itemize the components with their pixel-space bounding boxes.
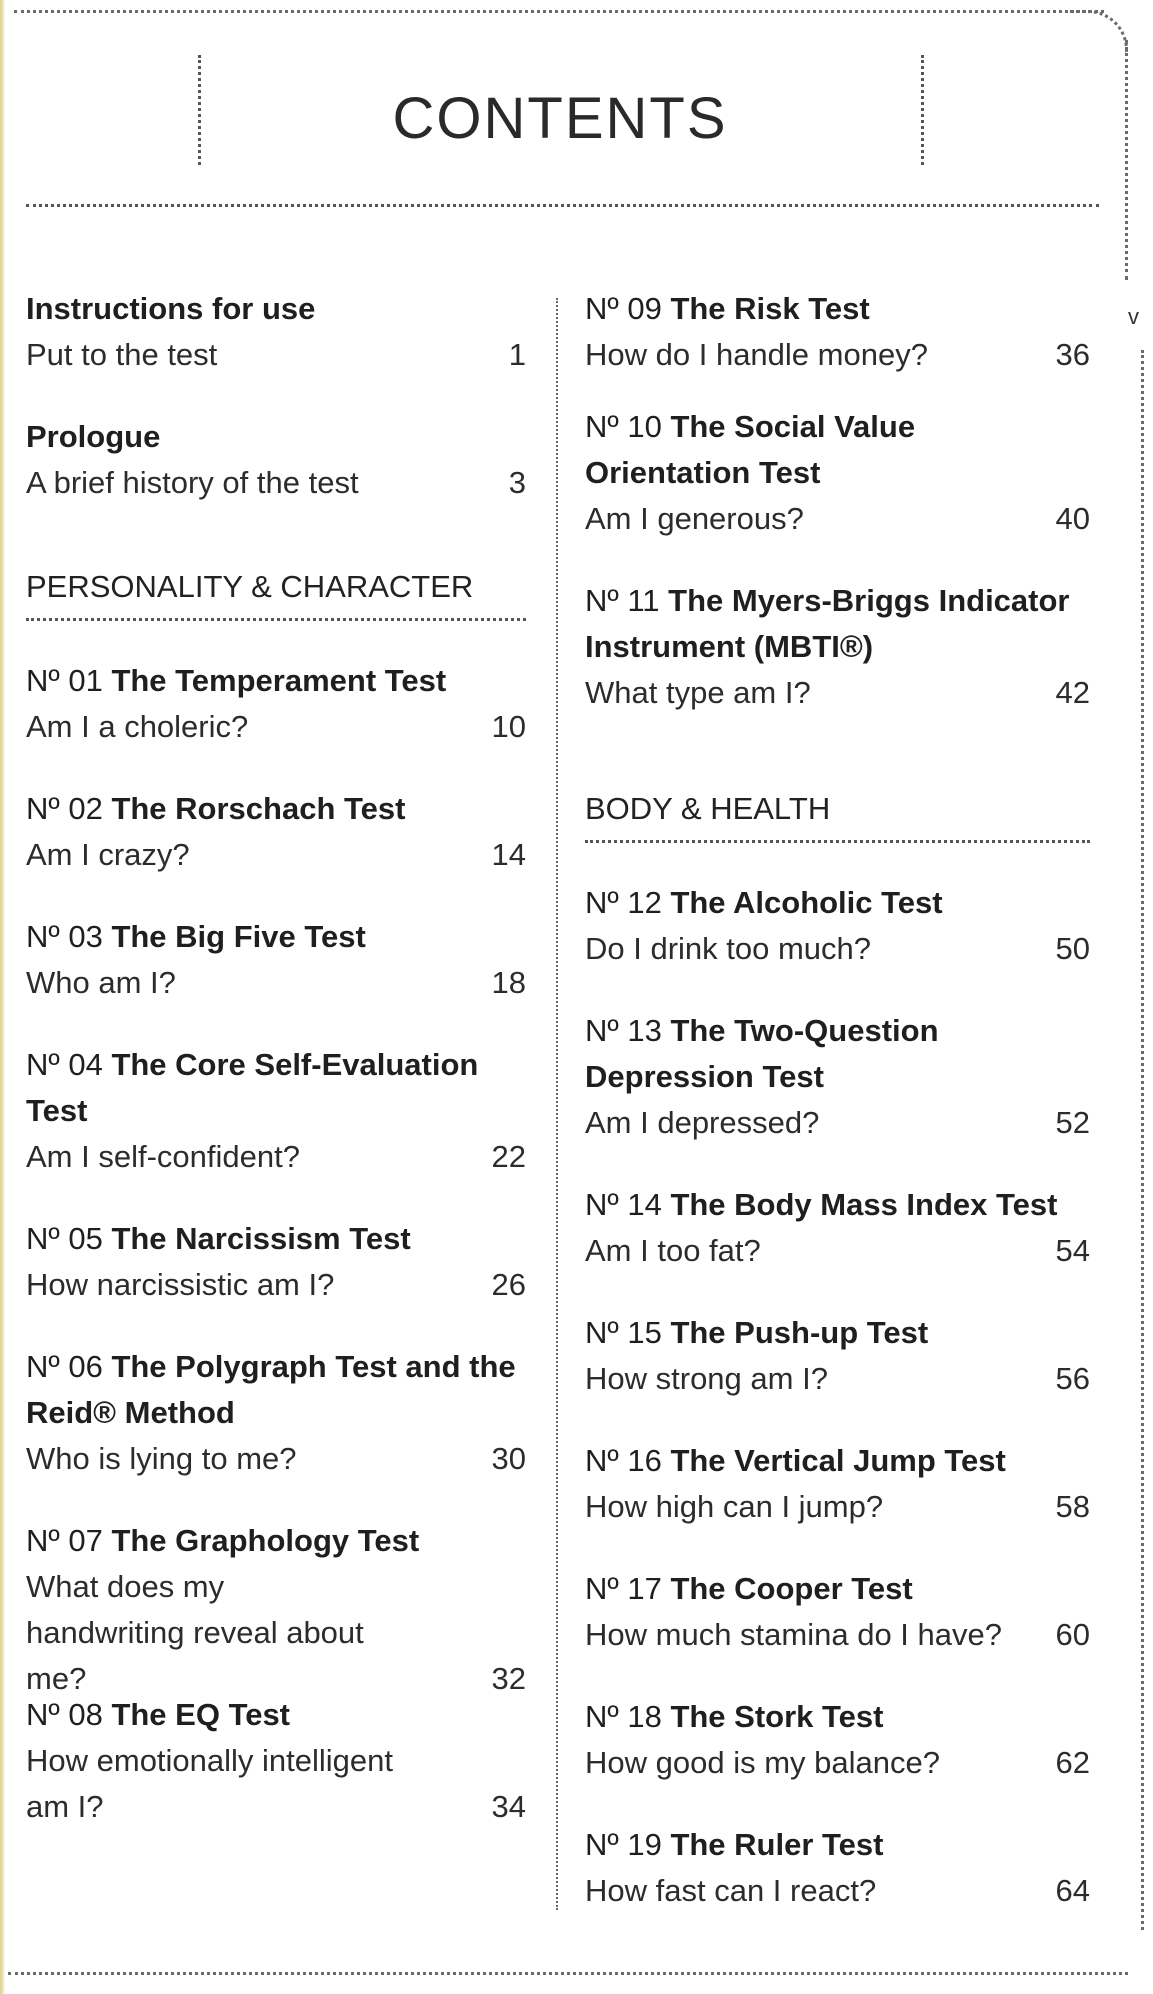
- entry-title-text: The Alcoholic Test: [670, 885, 943, 920]
- toc-entry[interactable]: [585, 1694, 1090, 1786]
- entry-title: [26, 1216, 526, 1262]
- entry-number: Nº 18: [585, 1699, 662, 1734]
- toc-entry[interactable]: [26, 1042, 526, 1180]
- column-divider: [556, 298, 558, 1910]
- entry-page: 3: [508, 465, 526, 500]
- toc-entry[interactable]: [26, 1692, 526, 1830]
- toc-entry[interactable]: [585, 1438, 1090, 1530]
- entry-title: [585, 1008, 965, 1100]
- section-header: [26, 564, 526, 621]
- entry-title: [26, 658, 526, 704]
- entry-page: 52: [1055, 1105, 1090, 1140]
- toc-entry[interactable]: [585, 1566, 1090, 1658]
- entry-number: Nº 13: [585, 1013, 662, 1048]
- entry-subtitle: What type am I?: [585, 675, 811, 710]
- entry-title-text: The Polygraph Test and the Reid® Method: [26, 1349, 516, 1430]
- entry-title-text: The Risk Test: [670, 291, 870, 326]
- entry-title-text: The Push-up Test: [670, 1315, 929, 1350]
- entry-page: 60: [1055, 1617, 1090, 1652]
- entry-title: [26, 1518, 526, 1564]
- toc-entry[interactable]: [26, 914, 526, 1006]
- entry-title-text: The EQ Test: [111, 1697, 291, 1732]
- entry-title: [585, 1822, 1090, 1868]
- header-right-divider: [921, 55, 924, 165]
- entry-title: [26, 1692, 526, 1738]
- entry-number: Nº 05: [26, 1221, 103, 1256]
- entry-title: [26, 1344, 526, 1436]
- entry-title-text: The Body Mass Index Test: [670, 1187, 1058, 1222]
- entry-number: Nº 02: [26, 791, 103, 826]
- entry-subtitle: What does my handwriting reveal about me?: [26, 1569, 364, 1696]
- entry-subtitle: How narcissistic am I?: [26, 1267, 335, 1302]
- header-rule: [26, 204, 1099, 207]
- toc-entry[interactable]: [26, 1518, 526, 1702]
- entry-title-text: The Rorschach Test: [111, 791, 406, 826]
- page-spine-edge: [0, 0, 5, 1994]
- entry-page: 22: [491, 1139, 526, 1174]
- entry-subtitle: Am I depressed?: [585, 1105, 820, 1140]
- entry-subtitle: A brief history of the test: [26, 465, 359, 500]
- frame-right-border-lower: [1141, 350, 1144, 1930]
- toc-entry[interactable]: [26, 414, 526, 506]
- section-label: BODY & HEALTH: [585, 791, 831, 826]
- section-header: [585, 786, 1090, 843]
- entry-title: [585, 1310, 1090, 1356]
- frame-bottom-border: [8, 1972, 1128, 1975]
- entry-title-text: The Big Five Test: [111, 919, 366, 954]
- entry-subtitle: Who am I?: [26, 965, 176, 1000]
- toc-entry[interactable]: [585, 404, 1090, 542]
- entry-number: Nº 15: [585, 1315, 662, 1350]
- entry-page: 14: [491, 837, 526, 872]
- entry-subtitle: How much stamina do I have?: [585, 1617, 1002, 1652]
- entry-page: 34: [491, 1789, 526, 1824]
- entry-page: 32: [491, 1661, 526, 1696]
- toc-entry[interactable]: [585, 578, 1090, 716]
- entry-title: Instructions for use: [26, 291, 316, 326]
- entry-page: 30: [491, 1441, 526, 1476]
- entry-number: Nº 09: [585, 291, 662, 326]
- entry-title: [585, 404, 965, 496]
- toc-entry[interactable]: [26, 786, 526, 878]
- entry-number: Nº 16: [585, 1443, 662, 1478]
- entry-title-text: The Narcissism Test: [111, 1221, 411, 1256]
- entry-number: Nº 10: [585, 409, 662, 444]
- entry-title: [585, 880, 1090, 926]
- entry-title: [585, 1182, 1090, 1228]
- entry-subtitle: Put to the test: [26, 337, 218, 372]
- entry-number: Nº 08: [26, 1697, 103, 1732]
- entry-title-text: The Two-Question Depression Test: [585, 1013, 939, 1094]
- entry-page: 64: [1055, 1873, 1090, 1908]
- entry-subtitle: Am I generous?: [585, 501, 804, 536]
- entry-title: [585, 286, 1090, 332]
- entry-subtitle: Am I too fat?: [585, 1233, 761, 1268]
- toc-entry[interactable]: [26, 1216, 526, 1308]
- toc-entry[interactable]: [585, 1182, 1090, 1274]
- entry-title: [585, 1694, 1090, 1740]
- entry-page: 56: [1055, 1361, 1090, 1396]
- entry-number: Nº 04: [26, 1047, 103, 1082]
- entry-title-text: The Temperament Test: [111, 663, 447, 698]
- entry-number: Nº 03: [26, 919, 103, 954]
- entry-subtitle: How emotionally intelligent am I?: [26, 1743, 394, 1824]
- toc-entry[interactable]: [585, 1008, 1090, 1146]
- entry-subtitle: How high can I jump?: [585, 1489, 884, 1524]
- entry-title: [26, 1042, 486, 1134]
- entry-title-text: The Cooper Test: [670, 1571, 913, 1606]
- section-rule: [26, 618, 526, 621]
- entry-number: Nº 11: [585, 583, 660, 618]
- entry-title-text: The Core Self-Evaluation Test: [26, 1047, 479, 1128]
- entry-title-text: The Stork Test: [670, 1699, 884, 1734]
- entry-page: 26: [491, 1267, 526, 1302]
- entry-page: 40: [1055, 501, 1090, 536]
- section-label: PERSONALITY & CHARACTER: [26, 569, 474, 604]
- entry-subtitle: Do I drink too much?: [585, 931, 872, 966]
- frame-corner: [1070, 10, 1128, 53]
- entry-number: Nº 12: [585, 885, 662, 920]
- entry-page: 1: [508, 337, 526, 372]
- toc-entry[interactable]: [26, 286, 526, 378]
- toc-entry[interactable]: [26, 658, 526, 750]
- entry-title-text: The Myers-Briggs Indicator Instrument (MBTI®): [585, 583, 1070, 664]
- toc-entry[interactable]: [585, 1310, 1090, 1402]
- frame-top-border: [14, 10, 1104, 13]
- entry-subtitle: Who is lying to me?: [26, 1441, 297, 1476]
- entry-page: 10: [491, 709, 526, 744]
- entry-title-text: The Ruler Test: [670, 1827, 884, 1862]
- entry-title: Prologue: [26, 419, 161, 454]
- entry-title-text: The Graphology Test: [111, 1523, 420, 1558]
- entry-subtitle: Am I self-confident?: [26, 1139, 300, 1174]
- entry-subtitle: Am I a choleric?: [26, 709, 249, 744]
- section-rule: [585, 840, 1090, 843]
- entry-number: Nº 14: [585, 1187, 662, 1222]
- entry-title: [26, 786, 526, 832]
- entry-page: 36: [1055, 337, 1090, 372]
- page-number-marker: v: [1128, 304, 1139, 329]
- entry-title-text: The Vertical Jump Test: [670, 1443, 1006, 1478]
- entry-subtitle: How fast can I react?: [585, 1873, 877, 1908]
- toc-entry[interactable]: [585, 286, 1090, 378]
- entry-page: 50: [1055, 931, 1090, 966]
- entry-number: Nº 06: [26, 1349, 103, 1384]
- entry-subtitle: How good is my balance?: [585, 1745, 940, 1780]
- entry-subtitle: Am I crazy?: [26, 837, 190, 872]
- entry-number: Nº 17: [585, 1571, 662, 1606]
- entry-page: 54: [1055, 1233, 1090, 1268]
- page-title: CONTENTS: [392, 86, 728, 151]
- entry-title: [26, 914, 526, 960]
- toc-entry[interactable]: [585, 1822, 1090, 1914]
- entry-title: [585, 1438, 1090, 1484]
- entry-page: 42: [1055, 675, 1090, 710]
- toc-entry[interactable]: [26, 1344, 526, 1482]
- entry-title-text: The Social Value Orientation Test: [585, 409, 916, 490]
- entry-title: [585, 578, 1090, 670]
- toc-entry[interactable]: [585, 880, 1090, 972]
- frame-right-border: [1125, 40, 1128, 280]
- entry-subtitle: How do I handle money?: [585, 337, 928, 372]
- entry-page: 18: [491, 965, 526, 1000]
- entry-subtitle: How strong am I?: [585, 1361, 828, 1396]
- entry-number: Nº 01: [26, 663, 103, 698]
- entry-number: Nº 07: [26, 1523, 103, 1558]
- entry-title: [585, 1566, 1090, 1612]
- entry-page: 62: [1055, 1745, 1090, 1780]
- entry-page: 58: [1055, 1489, 1090, 1524]
- entry-number: Nº 19: [585, 1827, 662, 1862]
